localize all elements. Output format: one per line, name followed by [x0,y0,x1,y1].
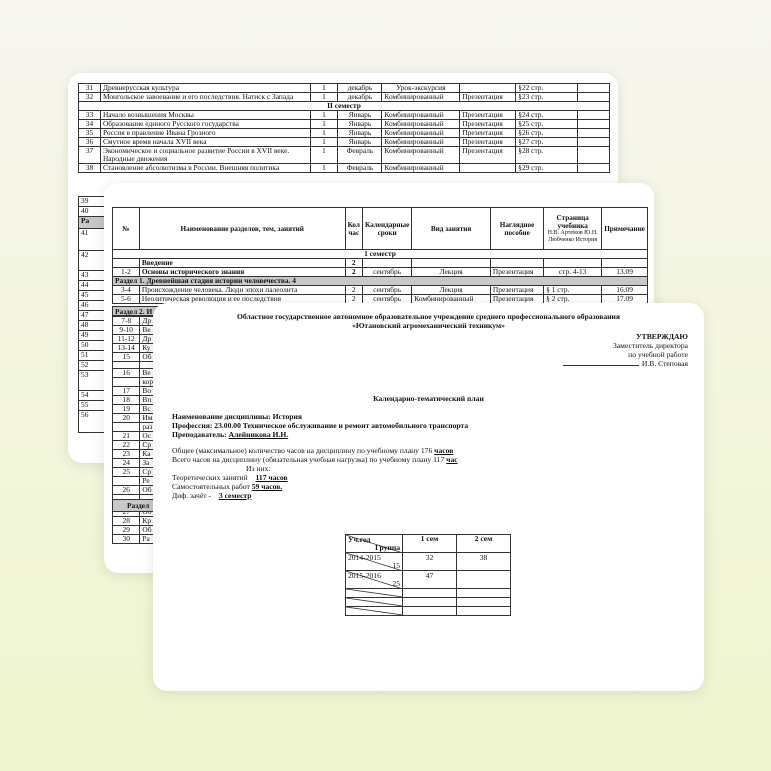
lesson-name: Ку [140,344,160,353]
semester-label: 1 семестр [113,250,648,259]
row-number: 51 [79,351,114,361]
row-number: 9-10 [113,326,140,335]
row-number: 49 [79,331,114,341]
row-number: 47 [79,311,114,321]
lesson-note [578,93,610,102]
row-number: 38 [79,164,101,173]
table-row [346,571,511,589]
section-label: Раздел 2. И [112,306,160,316]
lesson-name: Ср [140,468,160,477]
row-number: 15 [113,353,140,362]
lesson-hours: 1 [310,164,338,173]
diagonal-divider [346,607,403,615]
lesson-note [578,138,610,147]
profession-name: Профессия: 23.00.00 Техническое обслуживание и ремонт автомобильного транспорта [172,421,469,430]
row-number: 44 [79,281,114,291]
section-label: Раздел [112,499,160,512]
lesson-aid: Презентация [460,129,516,138]
lesson-hours: 1 [310,138,338,147]
theory-value: 117 часов [255,473,288,482]
lesson-page: §25 стр. [516,120,578,129]
header-hours: Кол час [345,208,362,250]
lesson-page: §28 стр. [516,147,578,164]
lesson-name: Ве [140,326,160,335]
row-number: 5-6 [113,295,140,304]
semester-1-hours [403,589,457,598]
lesson-note: 17.09 [602,295,648,304]
year-group-cell [346,589,403,598]
row-number: 17 [113,387,140,396]
lesson-aid: Презентация [460,93,516,102]
lesson-hours: 1 [310,93,338,102]
approval-signer: И.В. Степовая [641,359,688,368]
row-number: 28 [113,517,140,526]
table-row [346,553,511,571]
diagonal-divider [346,598,403,606]
header-calendar: Календарные сроки [362,208,411,250]
lesson-name: Древнерусская культура [100,84,310,93]
lesson-note: 16.09 [602,286,648,295]
lesson-name: Начало возвышения Москвы [100,111,310,120]
approval-title: УТВЕРЖДАЮ [636,332,688,341]
lesson-type: Комбинированный [382,164,460,173]
lesson-name: Неолитическая революция и ее последствия [139,295,345,304]
self-study-label: Самостоятельных работ [172,482,250,491]
lesson-note [578,147,610,164]
lesson-aid: Презентация [460,147,516,164]
lesson-month: Январь [338,138,382,147]
table-row [79,164,610,173]
organization-line-2: «Ютановский агромеханический техникум» [352,321,505,330]
lesson-page: §22 стр. [516,84,578,93]
row-number: 11-12 [113,335,140,344]
row-number: 48 [79,321,114,331]
lesson-hours: 1 [310,120,338,129]
lesson-name: Ка [140,450,160,459]
row-number: 55 [79,401,114,411]
lesson-name: Ре [140,477,160,486]
semester-label: II семестр [79,102,610,111]
row-number: 42 [79,251,114,271]
lesson-hours: 1 [310,84,338,93]
row-number: 23 [113,450,140,459]
lesson-name: За [140,459,160,468]
lesson-note [578,120,610,129]
lesson-aid: Презентация [490,295,543,304]
table-row [346,598,511,607]
lesson-name: Вп [140,396,160,405]
header-type: Вид занятия [412,208,491,250]
lesson-name: Ве [140,369,160,378]
row-number: 33 [79,111,101,120]
lesson-page: §29 стр. [516,164,578,173]
semester-1-hours [403,607,457,616]
document-sheet-front [153,303,704,691]
semester-2-hours [457,607,511,616]
study-year: 2014-2015 [348,553,381,562]
credit-value: 3 семестр [218,491,252,500]
lesson-name: Монгольское завоевание и его последствия. Натиск с Запада [100,93,310,102]
header-page-title: Страница учебника [556,213,589,230]
organization-line-1: Областное государственное автономное образовательное учреждение среднего профессионального образования [236,312,620,321]
row-number: 24 [113,459,140,468]
lesson-note: 13.09 [602,268,648,277]
signature-line [563,365,639,366]
lesson-name: Экономическое и социальное развитие России в XVII веке. Народные движения [100,147,310,164]
theory-label: Теоретических занятий [172,473,248,482]
year-label: Уч.год [348,535,371,544]
header-number: № [113,208,140,250]
lesson-month: Февраль [338,147,382,164]
lesson-type: Комбинированный [412,295,491,304]
lesson-hours: 2 [345,295,362,304]
semester-1-hours [403,598,457,607]
lesson-plan-table-back [78,83,610,173]
lesson-aid: Презентация [460,138,516,147]
approval-line-1: Заместитель директора [613,341,688,350]
row-number: 35 [79,129,101,138]
table-row [346,589,511,598]
year-group-cell [346,607,403,616]
table-row [346,607,511,616]
row-number: Ра [79,217,114,229]
semester-row [113,250,648,259]
row-number: 3-4 [113,286,140,295]
lesson-name: Россия в правление Ивана Грозного [100,129,310,138]
lesson-name: кор [140,378,160,387]
row-number: 54 [79,391,114,401]
discipline-name: Наименование дисциплины: История [172,412,303,421]
lesson-name: Вс [140,405,160,414]
row-number: 52 [79,361,114,371]
lesson-aid: Презентация [490,286,543,295]
semester-1-hours: 32 [403,553,457,571]
lesson-name: Ра [140,535,160,544]
lesson-type: Комбинированный [382,138,460,147]
header-page-subtitle: Н.В. Артемов Ю.Н. Любченко История [547,229,598,243]
diagonal-divider [346,589,403,597]
row-number: 13-14 [113,344,140,353]
lesson-type: Комбинированный [382,147,460,164]
year-group-cell [346,553,403,571]
lesson-name: Др [140,317,160,326]
lesson-hours: 2 [345,259,362,268]
group-number: 15 [392,561,400,570]
lesson-name: Об [140,353,160,362]
lesson-name: раз [140,423,160,432]
lesson-page: §23 стр. [516,93,578,102]
lesson-month: Февраль [338,164,382,173]
semester-1-hours: 47 [403,571,457,589]
lesson-hours: 1 [310,147,338,164]
row-number: 41 [79,229,114,251]
lesson-month: декабрь [338,84,382,93]
lesson-name: Основы исторического знания [139,268,345,277]
lesson-name: Кр [140,517,160,526]
row-number: 37 [79,147,101,164]
row-number: 32 [79,93,101,102]
semester-2-hours [457,598,511,607]
approval-block [563,332,688,368]
lesson-plan-table-middle [112,207,648,304]
lesson-name: Об [140,486,160,495]
row-number: 22 [113,441,140,450]
row-number: 7-8 [113,317,140,326]
row-number: 26 [113,486,140,495]
lesson-name: Становление абсолютизма в России. Внешняя политика [100,164,310,173]
lesson-month: сентябрь [362,286,411,295]
row-number: 34 [79,120,101,129]
lesson-name: Об [140,526,160,535]
row-number: 19 [113,405,140,414]
row-number: 36 [79,138,101,147]
total-hours-unit: часов [434,446,454,455]
lesson-page: §27 стр. [516,138,578,147]
section-label: Раздел 1. Древнейшая стадия истории человечества. 4 [113,277,648,286]
lesson-month: Январь [338,120,382,129]
lesson-note [578,84,610,93]
lesson-aid: Презентация [460,111,516,120]
lesson-name: Во [140,387,160,396]
lesson-month: Январь [338,129,382,138]
header-page [544,208,602,250]
row-number: 20 [113,414,140,423]
row-number: 18 [113,396,140,405]
table-header-row [113,208,648,250]
table-header-row [346,535,511,553]
group-label: Группа [375,543,400,552]
row-number: 25 [113,468,140,477]
row-number: 40 [79,207,114,217]
lesson-type: Комбинированный [382,111,460,120]
lesson-type: Комбинированный [382,120,460,129]
table-row [79,147,610,164]
lesson-type: Лекция [412,286,491,295]
lesson-aid: Презентация [460,120,516,129]
lesson-note [578,164,610,173]
row-number: 21 [113,432,140,441]
row-number: 31 [79,84,101,93]
lesson-name: Смутное время начала XVII века [100,138,310,147]
approval-line-2: по учебной работе [628,350,688,359]
lesson-page: §26 стр. [516,129,578,138]
semester-1-header: 1 сем [403,535,457,553]
lesson-page: § 2 стр. [544,295,602,304]
header-note: Примечание [602,208,648,250]
lesson-page: §24 стр. [516,111,578,120]
lesson-month: сентябрь [362,295,411,304]
self-study-value: 59 часов. [251,482,283,491]
lesson-hours: 2 [345,268,362,277]
lesson-aid [460,164,516,173]
study-year: 2015-2016 [348,571,381,580]
semester-2-hours [457,589,511,598]
lesson-page: стр. 4-13 [544,268,602,277]
group-number: 25 [392,579,400,588]
lesson-type: Лекция [412,268,491,277]
lesson-aid: Презентация [490,268,543,277]
lesson-name: Им [140,414,160,423]
organization-name [153,312,704,330]
year-group-cell [346,571,403,589]
lesson-name: Ос [140,432,160,441]
row-number: 30 [113,535,140,544]
row-number: 43 [79,271,114,281]
row-number: 39 [79,197,114,207]
row-number: 45 [79,291,114,301]
page-title: Календарно-тематический план [373,394,484,403]
header-name: Наименование разделов, тем, занятий [139,208,345,250]
study-load-table [345,534,511,616]
lesson-month: Январь [338,111,382,120]
plan-details [172,412,468,500]
lesson-month: сентябрь [362,268,411,277]
row-number: 46 [79,301,114,311]
header-aid: Наглядное пособие [490,208,543,250]
lesson-hours: 1 [310,111,338,120]
class-hours-text: Всего часов на дисциплину (обязательная учебная нагрузка) по учебному плану 117 [172,455,445,464]
row-number: 53 [79,371,114,391]
row-number: 16 [113,369,140,378]
semester-2-hours [457,571,511,589]
lesson-note [578,129,610,138]
lesson-page: § 1 стр. [544,286,602,295]
lesson-note [578,111,610,120]
semester-2-hours: 38 [457,553,511,571]
total-hours-text: Общее (максимальное) количество часов на дисциплину по учебному плану 176 [172,446,433,455]
lesson-hours: 1 [310,129,338,138]
year-group-cell [346,598,403,607]
row-number: 56 [79,411,114,433]
teacher-label: Преподаватель: [172,430,227,439]
semester-2-header: 2 сем [457,535,511,553]
lesson-name: Др [140,335,160,344]
lesson-name: Происхождение человека. Люди эпохи палеолита [139,286,345,295]
lesson-type: Урок-экскурсия [382,84,460,93]
lesson-type: Комбинированный [382,93,460,102]
row-number: 50 [79,341,114,351]
lesson-hours: 2 [345,286,362,295]
lesson-name: Образование единого Русского государства [100,120,310,129]
row-number: 29 [113,526,140,535]
lesson-name: Ср [140,441,160,450]
credit-label: Диф. зачёт - [172,491,211,500]
class-hours-unit: час [446,455,458,464]
row-number: 1-2 [113,268,140,277]
teacher-name: Алейникова И.Н. [228,430,289,439]
year-group-header [346,535,403,553]
lesson-name: Введение [139,259,345,268]
lesson-month: декабрь [338,93,382,102]
of-them-label: Из них: [246,464,271,473]
lesson-type: Комбинированный [382,129,460,138]
